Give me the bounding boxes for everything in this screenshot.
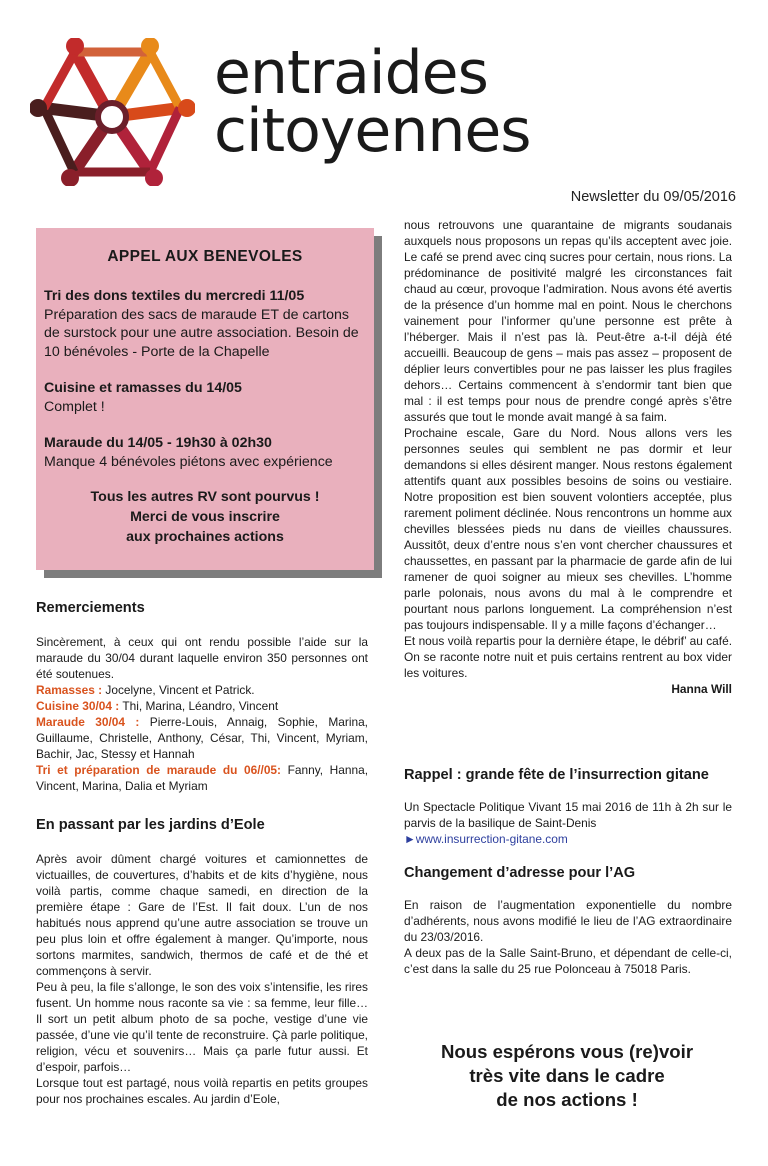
call-block-kitchen-title: Cuisine et ramasses du 14/05 (44, 380, 242, 396)
eole-paragraph-5: Prochaine escale, Gare du Nord. Nous allons vers les personnes seules qui semblent ne pas dormir et leur demandons si elles désirent manger. Nous restons également attentifs quant aux possibles besoins de soins ou vestiaire. Notre proposition est bien souvent volontiers acceptée, plus rarement poliment déclinée. Nous rencontrons un homme aux chevilles blessées pieds nu dans de vieilles chaussures. Aussitôt, deux d’entre nous s’en vont chercher chaussures et chaussettes, en passant par la pharmacie de garde afin de lui ramener de quoi soigner au mieux ses chevilles. L’homme parle polonais, nous avons du mal à le comprendre et pourtant nous parlons longuement. La compréhension n’est pas toujours indispensable. Il y a mille façons d’échanger… (404, 426, 732, 632)
call-block-textiles-title: Tri des dons textiles du mercredi 11/05 (44, 288, 305, 304)
call-block-maraude (44, 434, 366, 471)
call-closing-line-1: Tous les autres RV sont pourvus ! (90, 489, 320, 505)
call-block-maraude-text: Manque 4 bénévoles piétons avec expérience (44, 453, 333, 470)
thanks-row-maraude (36, 714, 368, 762)
eole-paragraph-3: Lorsque tout est partagé, nous voilà repartis en petits groupes pour nos prochaines escales. Au jardin d’Eole, (36, 1076, 368, 1106)
thanks-label-tri: Tri et préparation de maraude du 06//05: (36, 763, 282, 777)
eole-signature: Hanna Will (671, 682, 732, 696)
rappel-heading: Rappel : grande fête de l’insurrection gitane (404, 767, 709, 783)
closing-line-1: Nous espérons vous (re)voir (440, 1041, 694, 1062)
thanks-names-ramasses: Jocelyne, Vincent et Patrick. (102, 683, 255, 697)
eole-paragraph-6: Et nous voilà repartis pour la dernière étape, le débrif’ au café. On se raconte notre nuit et puis certains rentrent au box vider les voitures. (404, 634, 732, 680)
call-closing-line-2: Merci de vous inscrire (130, 509, 280, 525)
call-block-kitchen-text: Complet ! (44, 398, 105, 415)
eole-heading: En passant par les jardins d’Eole (36, 817, 265, 833)
newsletter-date: Newsletter du 09/05/2016 (570, 189, 736, 205)
brand-name (214, 38, 531, 166)
rappel-link[interactable]: ►www.insurrection-gitane.com (404, 832, 568, 846)
call-block-kitchen (44, 379, 366, 416)
thanks-label-cuisine: Cuisine 30/04 : (36, 699, 120, 713)
address-section (404, 865, 732, 977)
eole-paragraph-2: Peu à peu, la file s’allonge, le son des voix s’intensifie, les rires fusent. Un homme nous raconte sa vie : sa femme, leur fille… Il sort un petit album photo de sa poche, vestige d’une vie passée, d’une vie qu’il tente de reconstruire. Çà parle politique, religion, vécu et souvenirs… Mais ça parle futur aussi. Et d’espoir, parfois… (36, 980, 368, 1074)
entraides-citoyennes-logo (30, 38, 195, 186)
thanks-row-ramasses (36, 682, 368, 698)
address-paragraph-2: A deux pas de la Salle Saint-Bruno, et dépendant de celle-ci, c’est dans la salle du 25 rue Polonceau à 75018 Paris. (404, 946, 732, 976)
thanks-row-cuisine (36, 698, 368, 714)
eole-article-left (36, 817, 368, 1107)
call-closing-line-3: aux prochaines actions (126, 529, 284, 545)
eole-paragraph-4: nous retrouvons une quarantaine de migrants soudanais auxquels nous proposons un repas qu’ils acceptent avec joie. Le café se prend avec cinq sucres pour certain, nous rions. La prédominance de positivité malgré les circonstances fait chaud au cœur, provoque l’admiration. Nous avons été avertis de la présence d’un homme mal en point. Nous le cherchons vainement pour l’informer qu’une personne est prête à l’héberger. Mais il n’est pas là. Peut-être a-t-il déjà été accueilli. Beaucoup de gens – mais pas assez – proposent de déplier leurs convertibles pour ne pas laisser les plus fragiles dehors… Certains commencent à s’endormir tant bien que mal : il est temps pour nous de prendre congé après s’être assurés que tout le monde avait mangé à sa faim. (404, 218, 732, 424)
address-heading: Changement d’adresse pour l’AG (404, 865, 636, 881)
rappel-text: Un Spectacle Politique Vivant 15 mai 2016 de 11h à 2h sur le parvis de la basilique de Saint-Denis (404, 800, 732, 830)
thanks-intro: Sincèrement, à ceux qui ont rendu possible l’aide sur la maraude du 30/04 durant laquelle environ 350 personnes ont été soutenues. (36, 635, 368, 681)
thanks-label-ramasses: Ramasses : (36, 683, 103, 697)
rappel-section (404, 767, 732, 847)
call-block-maraude-title: Maraude du 14/05 - 19h30 à 02h30 (44, 435, 272, 451)
thanks-names-tri: Fanny, Hanna, Vincent, Marina, Dalia et Myriam (36, 763, 368, 793)
call-closing (44, 487, 366, 547)
thanks-row-tri (36, 762, 368, 794)
eole-paragraph-1: Après avoir dûment chargé voitures et camionnettes de victuailles, de couvertures, d’habits et de kits d’hygiène, nous voilà partis, comme chaque samedi, en direction de la première étape : Gare de l’Est. Il fait doux. L’un de nos habitués nous apprend qu’une autre association se trouve un peu plus loin et offre également à manger. Qu’importe, nous sortons marmites, sandwich, thermos de café et de thé et commençons à servir. (36, 852, 368, 978)
call-title: APPEL AUX BENEVOLES (107, 248, 303, 265)
brand-line-1: entraides (214, 38, 488, 108)
thanks-label-maraude: Maraude 30/04 : (36, 715, 140, 729)
address-paragraph-1: En raison de l’augmentation exponentielle du nombre d’adhérents, nous avons modifié le lieu de l’AG extraordinaire du 23/03/2016. (404, 898, 732, 944)
closing-line-3: de nos actions ! (496, 1089, 638, 1110)
thanks-names-cuisine: Thi, Marina, Léandro, Vincent (119, 699, 279, 713)
thanks-section (36, 600, 368, 794)
eole-article-right (404, 217, 732, 697)
brand-line-2: citoyennes (214, 96, 531, 166)
call-block-textiles (44, 287, 366, 361)
closing-line-2: très vite dans le cadre (469, 1065, 665, 1086)
call-block-textiles-text: Préparation des sacs de maraude ET de cartons de surstock pour une autre association. Besoin de 10 bénévoles - Porte de la Chapelle (44, 306, 359, 360)
thanks-heading: Remerciements (36, 600, 145, 616)
volunteer-call-box (36, 228, 374, 570)
thanks-names-maraude: Pierre-Louis, Annaig, Sophie, Marina, Guillaume, Christelle, Anthony, César, Thi, Vincent, Myriam, Bachir, Jac, Stessy et Hannah (36, 715, 368, 761)
closing-message (400, 1040, 734, 1112)
